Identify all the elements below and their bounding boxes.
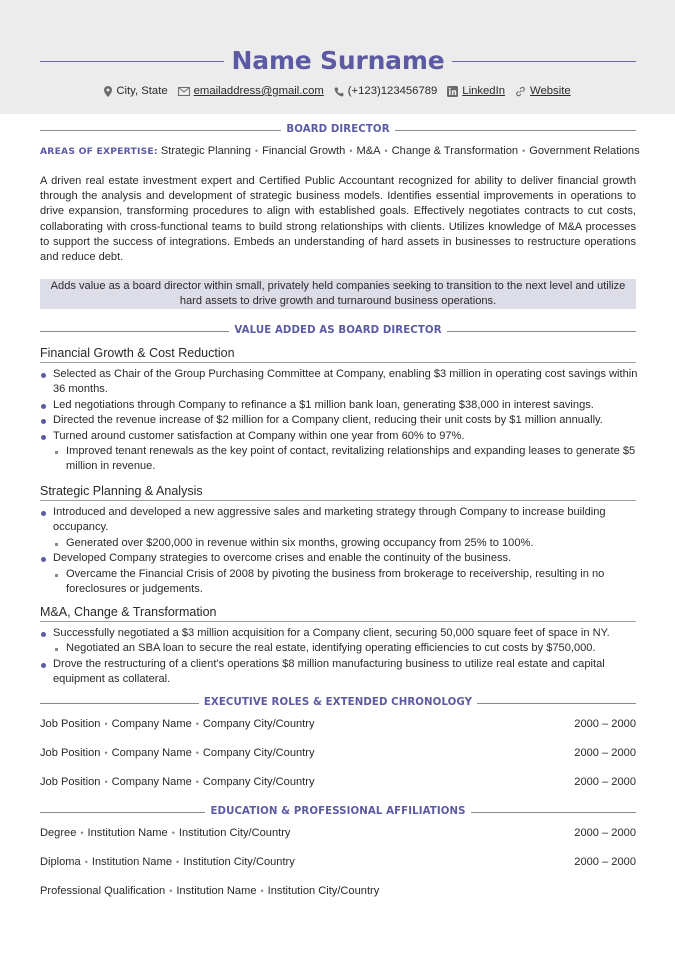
list-item bbox=[40, 505, 640, 536]
education-info bbox=[40, 884, 379, 899]
expertise-label: AREAS OF EXPERTISE: bbox=[40, 146, 158, 157]
company-location: Company City/Country bbox=[202, 747, 315, 759]
institution-location: Institution City/Country bbox=[267, 885, 380, 897]
qualification: Professional Qualification bbox=[40, 885, 166, 897]
list-item-text: Turned around customer satisfaction at Company within one year from 60% to 97%. bbox=[53, 429, 465, 442]
resume-header bbox=[0, 0, 675, 114]
bullet-list-financial-growth bbox=[40, 367, 640, 475]
list-item-text: Developed Company strategies to overcome crises and enable the continuity of the business. bbox=[53, 552, 512, 565]
list-item-text: Successfully negotiated a $3 million acquisition for a Company client, securing 50,000 square feet of space in NY. bbox=[53, 627, 610, 639]
separator-dot: • bbox=[349, 146, 353, 156]
bullet-list-ma-change bbox=[40, 626, 640, 688]
separator-dot: • bbox=[384, 146, 388, 156]
expertise-item: Strategic Planning bbox=[160, 145, 251, 157]
list-item bbox=[40, 626, 640, 641]
list-item bbox=[40, 551, 640, 566]
company-name: Company Name bbox=[111, 776, 192, 788]
education-row bbox=[40, 884, 636, 899]
areas-of-expertise bbox=[40, 144, 640, 159]
subsection-heading: Strategic Planning & Analysis bbox=[40, 483, 636, 501]
education-info bbox=[40, 826, 290, 841]
name-rule-left bbox=[40, 61, 224, 62]
section-rule bbox=[395, 130, 636, 131]
expertise-item: M&A bbox=[356, 145, 381, 157]
list-item-text: Generated over $200,000 in revenue within six months, growing occupancy from 25% to 100%. bbox=[66, 536, 534, 549]
role-info bbox=[40, 717, 315, 732]
sub-bullet-dot bbox=[55, 648, 58, 651]
institution-location: Institution City/Country bbox=[183, 856, 295, 868]
role-dates: 2000 – 2000 bbox=[574, 718, 636, 730]
name-row bbox=[40, 44, 636, 78]
list-item-text: Negotiated an SBA loan to secure the real estate, identifying operating efficiencies to cut costs by $750,000. bbox=[66, 642, 596, 655]
website-link[interactable]: Website bbox=[530, 85, 571, 97]
contact-bar bbox=[0, 84, 675, 99]
professional-summary: A driven real estate investment expert and Certified Public Accountant recognized for ability to deliver financial growth through the analysis and development of strategic business models. Identifies essential improvements in operations to drive expansion, transforming procedures to align with established goals. Effectively negotiates contracts to cut costs, collaborating with cross-functional teams to build strong relationships with clients. Utilizes knowledge of M&A processes to support the success of integrations. Embeds an understanding of hard assets in businesses to restructure operations and reduce debt. bbox=[40, 175, 636, 264]
list-item bbox=[40, 367, 640, 398]
separator-dot: • bbox=[195, 719, 199, 729]
institution-name: Institution Name bbox=[91, 856, 173, 868]
section-title-board-director bbox=[40, 123, 636, 137]
section-title-executive-roles bbox=[40, 696, 636, 710]
separator-dot: • bbox=[169, 886, 173, 896]
sub-bullet-dot bbox=[55, 574, 58, 577]
role-info bbox=[40, 775, 315, 790]
separator-dot: • bbox=[104, 719, 108, 729]
section-rule bbox=[471, 812, 636, 813]
phone-text: (+123)123456789 bbox=[347, 85, 438, 97]
education-row bbox=[40, 855, 636, 870]
subsection-heading: Financial Growth & Cost Reduction bbox=[40, 345, 636, 363]
bullet-dot bbox=[41, 419, 46, 424]
contact-location bbox=[104, 84, 167, 99]
role-dates: 2000 – 2000 bbox=[574, 776, 636, 788]
bullet-dot bbox=[41, 511, 46, 516]
email-link[interactable]: emailaddress@gmail.com bbox=[193, 85, 324, 97]
sub-bullet-dot bbox=[55, 451, 58, 454]
separator-dot: • bbox=[104, 748, 108, 758]
list-item bbox=[40, 657, 640, 688]
separator-dot: • bbox=[195, 777, 199, 787]
section-title-text: EDUCATION & PROFESSIONAL AFFILIATIONS bbox=[210, 806, 466, 818]
role-dates: 2000 – 2000 bbox=[574, 747, 636, 759]
bullet-dot bbox=[41, 373, 46, 378]
section-rule bbox=[40, 130, 281, 131]
linkedin-link[interactable]: LinkedIn bbox=[462, 85, 506, 97]
section-rule bbox=[40, 812, 205, 813]
list-item-text: Directed the revenue increase of $2 million for a Company client, reducing their unit costs by $1 million annually. bbox=[53, 414, 603, 427]
list-item-text: Introduced and developed a new aggressive sales and marketing strategy through Company to increase building occupancy. bbox=[53, 506, 606, 534]
list-item bbox=[40, 567, 640, 598]
section-rule bbox=[477, 703, 636, 704]
separator-dot: • bbox=[104, 777, 108, 787]
location-pin-icon bbox=[104, 86, 112, 97]
role-row bbox=[40, 775, 636, 790]
company-location: Company City/Country bbox=[202, 776, 315, 788]
role-row bbox=[40, 717, 636, 732]
separator-dot: • bbox=[254, 146, 259, 156]
section-title-text: EXECUTIVE ROLES & EXTENDED CHRONOLOGY bbox=[203, 697, 473, 709]
education-dates: 2000 – 2000 bbox=[574, 827, 636, 839]
expertise-item: Change & Transformation bbox=[391, 145, 519, 157]
separator-dot: • bbox=[260, 886, 264, 896]
company-name: Company Name bbox=[111, 718, 192, 730]
value-highlight-box: Adds value as a board director within small, privately held companies seeking to transition to the next level and utilize hard assets to drive growth and turnaround business operations. bbox=[40, 279, 636, 309]
qualification: Diploma bbox=[40, 856, 81, 868]
section-title-text: VALUE ADDED AS BOARD DIRECTOR bbox=[234, 325, 442, 337]
separator-dot: • bbox=[195, 748, 199, 758]
name-rule-right bbox=[452, 61, 636, 62]
role-info bbox=[40, 746, 315, 761]
section-title-value-added bbox=[40, 324, 636, 338]
institution-name: Institution Name bbox=[176, 885, 257, 897]
location-text: City, State bbox=[116, 85, 168, 97]
contact-email[interactable] bbox=[178, 84, 324, 99]
list-item-text: Drove the restructuring of a client’s operations $8 million manufacturing business to utilize real estate and capital equipment as collateral. bbox=[53, 657, 605, 686]
institution-location: Institution City/Country bbox=[178, 827, 291, 839]
bullet-dot bbox=[41, 632, 46, 637]
education-row bbox=[40, 826, 636, 841]
qualification: Degree bbox=[40, 827, 77, 839]
education-dates: 2000 – 2000 bbox=[574, 856, 636, 868]
section-rule bbox=[40, 703, 199, 704]
job-position: Job Position bbox=[40, 776, 101, 788]
company-name: Company Name bbox=[111, 747, 192, 759]
subsection-heading: M&A, Change & Transformation bbox=[40, 604, 636, 622]
section-rule bbox=[447, 331, 636, 332]
bullet-dot bbox=[41, 404, 46, 409]
phone-icon bbox=[334, 87, 344, 97]
list-item bbox=[40, 413, 640, 428]
list-item-text: Improved tenant renewals as the key point of contact, revitalizing relationships and expanding leases to generate $5 million in revenue. bbox=[66, 445, 636, 473]
list-item bbox=[40, 398, 640, 413]
sub-bullet-dot bbox=[55, 543, 58, 546]
bullet-dot bbox=[41, 435, 46, 440]
list-item bbox=[40, 444, 640, 475]
section-title-education bbox=[40, 805, 636, 819]
list-item-text: Led negotiations through Company to refinance a $1 million bank loan, generating $38,000 in interest savings. bbox=[53, 398, 594, 411]
contact-linkedin[interactable] bbox=[447, 84, 505, 99]
candidate-name: Name Surname bbox=[231, 46, 445, 76]
separator-dot: • bbox=[176, 857, 180, 867]
bullet-dot bbox=[41, 557, 46, 562]
expertise-item: Financial Growth bbox=[262, 145, 346, 157]
company-location: Company City/Country bbox=[202, 718, 315, 730]
expertise-item: Government Relations bbox=[529, 145, 640, 157]
separator-dot: • bbox=[84, 857, 88, 867]
separator-dot: • bbox=[80, 828, 84, 838]
list-item-text: Overcame the Financial Crisis of 2008 by pivoting the business from brokerage to receivership, resulting in no foreclosures or judgements. bbox=[66, 567, 605, 596]
list-item-text: Selected as Chair of the Group Purchasing Committee at Company, enabling $3 million in operating cost savings within 36 months. bbox=[53, 368, 638, 396]
list-item bbox=[40, 429, 640, 444]
linkedin-icon bbox=[447, 86, 458, 97]
envelope-icon bbox=[178, 87, 190, 96]
education-info bbox=[40, 855, 295, 870]
role-row bbox=[40, 746, 636, 761]
separator-dot: • bbox=[171, 828, 175, 838]
separator-dot: • bbox=[522, 146, 526, 156]
contact-website[interactable] bbox=[515, 84, 571, 99]
contact-phone bbox=[334, 84, 438, 99]
job-position: Job Position bbox=[40, 747, 101, 759]
bullet-list-strategic-planning bbox=[40, 505, 640, 597]
bullet-dot bbox=[41, 663, 46, 668]
job-position: Job Position bbox=[40, 718, 101, 730]
institution-name: Institution Name bbox=[87, 827, 168, 839]
link-chain-icon bbox=[515, 86, 526, 97]
section-rule bbox=[40, 331, 229, 332]
section-title-text: BOARD DIRECTOR bbox=[286, 124, 390, 136]
list-item bbox=[40, 641, 640, 656]
list-item bbox=[40, 536, 640, 551]
